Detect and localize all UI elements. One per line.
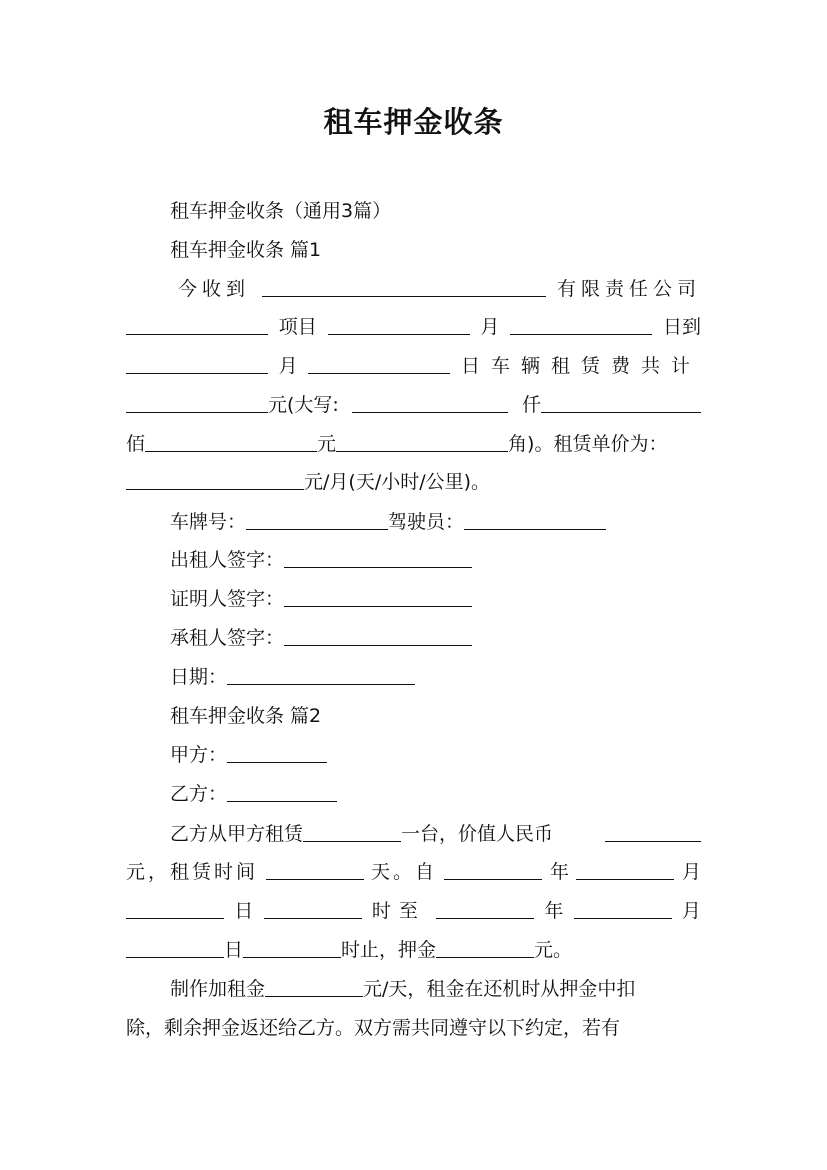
blank-field[interactable] bbox=[264, 894, 362, 919]
blank-field[interactable] bbox=[303, 817, 401, 842]
blank-field[interactable] bbox=[510, 310, 652, 335]
lessor-sign-label: 出租人签字： bbox=[170, 549, 285, 571]
blank-field[interactable] bbox=[308, 349, 450, 374]
agreement-line-4 bbox=[126, 931, 701, 969]
blank-field[interactable] bbox=[126, 310, 268, 335]
agreement-line-5 bbox=[170, 970, 701, 1008]
agreement-line-6 bbox=[126, 1009, 701, 1047]
blank-field[interactable] bbox=[265, 972, 363, 997]
text-segment: 今收到 bbox=[178, 278, 251, 300]
text-segment: 月 bbox=[681, 861, 701, 883]
receipt-line-6 bbox=[126, 463, 701, 501]
text-segment: 元/月(天/小时/公里)。 bbox=[304, 471, 491, 493]
text-segment: 乙方从甲方租赁 bbox=[170, 823, 304, 845]
blank-field[interactable] bbox=[262, 272, 546, 297]
receipt-line-1 bbox=[178, 270, 701, 308]
text-segment: 元(大写: bbox=[268, 394, 339, 416]
agreement-line-3 bbox=[126, 892, 701, 930]
text-segment: 仟 bbox=[521, 394, 541, 416]
heading-text: 租车押金收条 篇1 bbox=[170, 239, 322, 261]
section-heading-1 bbox=[170, 231, 701, 269]
party-b-field[interactable] bbox=[227, 777, 337, 802]
text-segment: 角)。租赁单价为： bbox=[508, 433, 668, 455]
text-segment: 元。 bbox=[534, 939, 573, 961]
text-segment: 项目 bbox=[278, 316, 317, 338]
blank-field[interactable] bbox=[541, 388, 701, 413]
lessor-sign-line bbox=[170, 541, 701, 579]
receipt-line-2 bbox=[126, 308, 701, 346]
text-segment: 日车辆租赁费共计 bbox=[460, 355, 701, 377]
text-segment: 年 bbox=[549, 861, 569, 883]
blank-field[interactable] bbox=[605, 817, 701, 842]
lessee-sign-field[interactable] bbox=[284, 621, 472, 646]
receipt-line-5 bbox=[126, 425, 701, 463]
text-segment: 有限责任公司 bbox=[556, 278, 701, 300]
lessee-sign-label: 承租人签字： bbox=[170, 627, 285, 649]
blank-field[interactable] bbox=[444, 855, 542, 880]
blank-field[interactable] bbox=[576, 855, 674, 880]
party-a-field[interactable] bbox=[227, 738, 327, 763]
subtitle-text: 租车押金收条（通用3篇） bbox=[170, 200, 392, 222]
witness-sign-line bbox=[170, 580, 701, 618]
blank-field[interactable] bbox=[336, 427, 508, 452]
text-segment: 除，剩余押金返还给乙方。双方需共同遵守以下约定，若有 bbox=[126, 1017, 621, 1039]
text-segment: 元，租赁时间 bbox=[126, 861, 259, 883]
text-segment: 制作加租金 bbox=[170, 978, 266, 1000]
blank-field[interactable] bbox=[126, 894, 224, 919]
text-segment: 时止，押金 bbox=[341, 939, 437, 961]
plate-label: 车牌号： bbox=[170, 511, 247, 533]
blank-field[interactable] bbox=[436, 894, 534, 919]
text-segment: 日 bbox=[234, 900, 254, 922]
blank-field[interactable] bbox=[145, 427, 317, 452]
text-segment: 月 bbox=[681, 900, 701, 922]
text-segment: 元 bbox=[317, 433, 337, 455]
lessor-sign-field[interactable] bbox=[284, 543, 472, 568]
blank-field[interactable] bbox=[352, 388, 508, 413]
plate-field[interactable] bbox=[246, 505, 388, 530]
text-segment: 月 bbox=[480, 316, 500, 338]
blank-field[interactable] bbox=[126, 933, 224, 958]
text-segment: 一台，价值人民币 bbox=[401, 823, 554, 845]
page-title: 租车押金收条 bbox=[323, 105, 504, 139]
party-b-line bbox=[170, 775, 701, 813]
witness-sign-field[interactable] bbox=[284, 582, 472, 607]
lessee-sign-line bbox=[170, 619, 701, 657]
text-segment: 月 bbox=[278, 355, 298, 377]
blank-field[interactable] bbox=[328, 310, 470, 335]
blank-field[interactable] bbox=[436, 933, 534, 958]
plate-driver-line bbox=[170, 503, 701, 541]
date-line bbox=[170, 658, 701, 696]
party-a-line bbox=[170, 736, 701, 774]
heading-text: 租车押金收条 篇2 bbox=[170, 705, 322, 727]
text-segment: 佰 bbox=[126, 433, 146, 455]
date-field[interactable] bbox=[227, 660, 415, 685]
receipt-line-3 bbox=[126, 347, 701, 385]
agreement-line-2 bbox=[126, 853, 701, 891]
party-b-label: 乙方： bbox=[170, 783, 228, 805]
blank-field[interactable] bbox=[126, 388, 268, 413]
text-segment: 年 bbox=[544, 900, 564, 922]
witness-sign-label: 证明人签字： bbox=[170, 588, 285, 610]
receipt-line-4 bbox=[126, 386, 701, 424]
driver-field[interactable] bbox=[464, 505, 606, 530]
blank-field[interactable] bbox=[243, 933, 341, 958]
blank-field[interactable] bbox=[126, 349, 268, 374]
driver-label: 驾驶员： bbox=[388, 511, 465, 533]
agreement-line-1 bbox=[170, 815, 701, 853]
party-a-label: 甲方： bbox=[170, 744, 228, 766]
text-segment: 日到 bbox=[662, 316, 701, 338]
text-segment: 天。自 bbox=[370, 861, 437, 883]
text-segment: 日 bbox=[224, 939, 244, 961]
date-label: 日期： bbox=[170, 666, 228, 688]
blank-field[interactable] bbox=[266, 855, 364, 880]
text-segment: 元/天，租金在还机时从押金中扣 bbox=[363, 978, 636, 1000]
blank-field[interactable] bbox=[574, 894, 672, 919]
section-heading-2 bbox=[170, 697, 701, 735]
document-subtitle bbox=[170, 192, 701, 230]
text-segment: 时至 bbox=[371, 900, 426, 922]
blank-field[interactable] bbox=[126, 465, 304, 490]
